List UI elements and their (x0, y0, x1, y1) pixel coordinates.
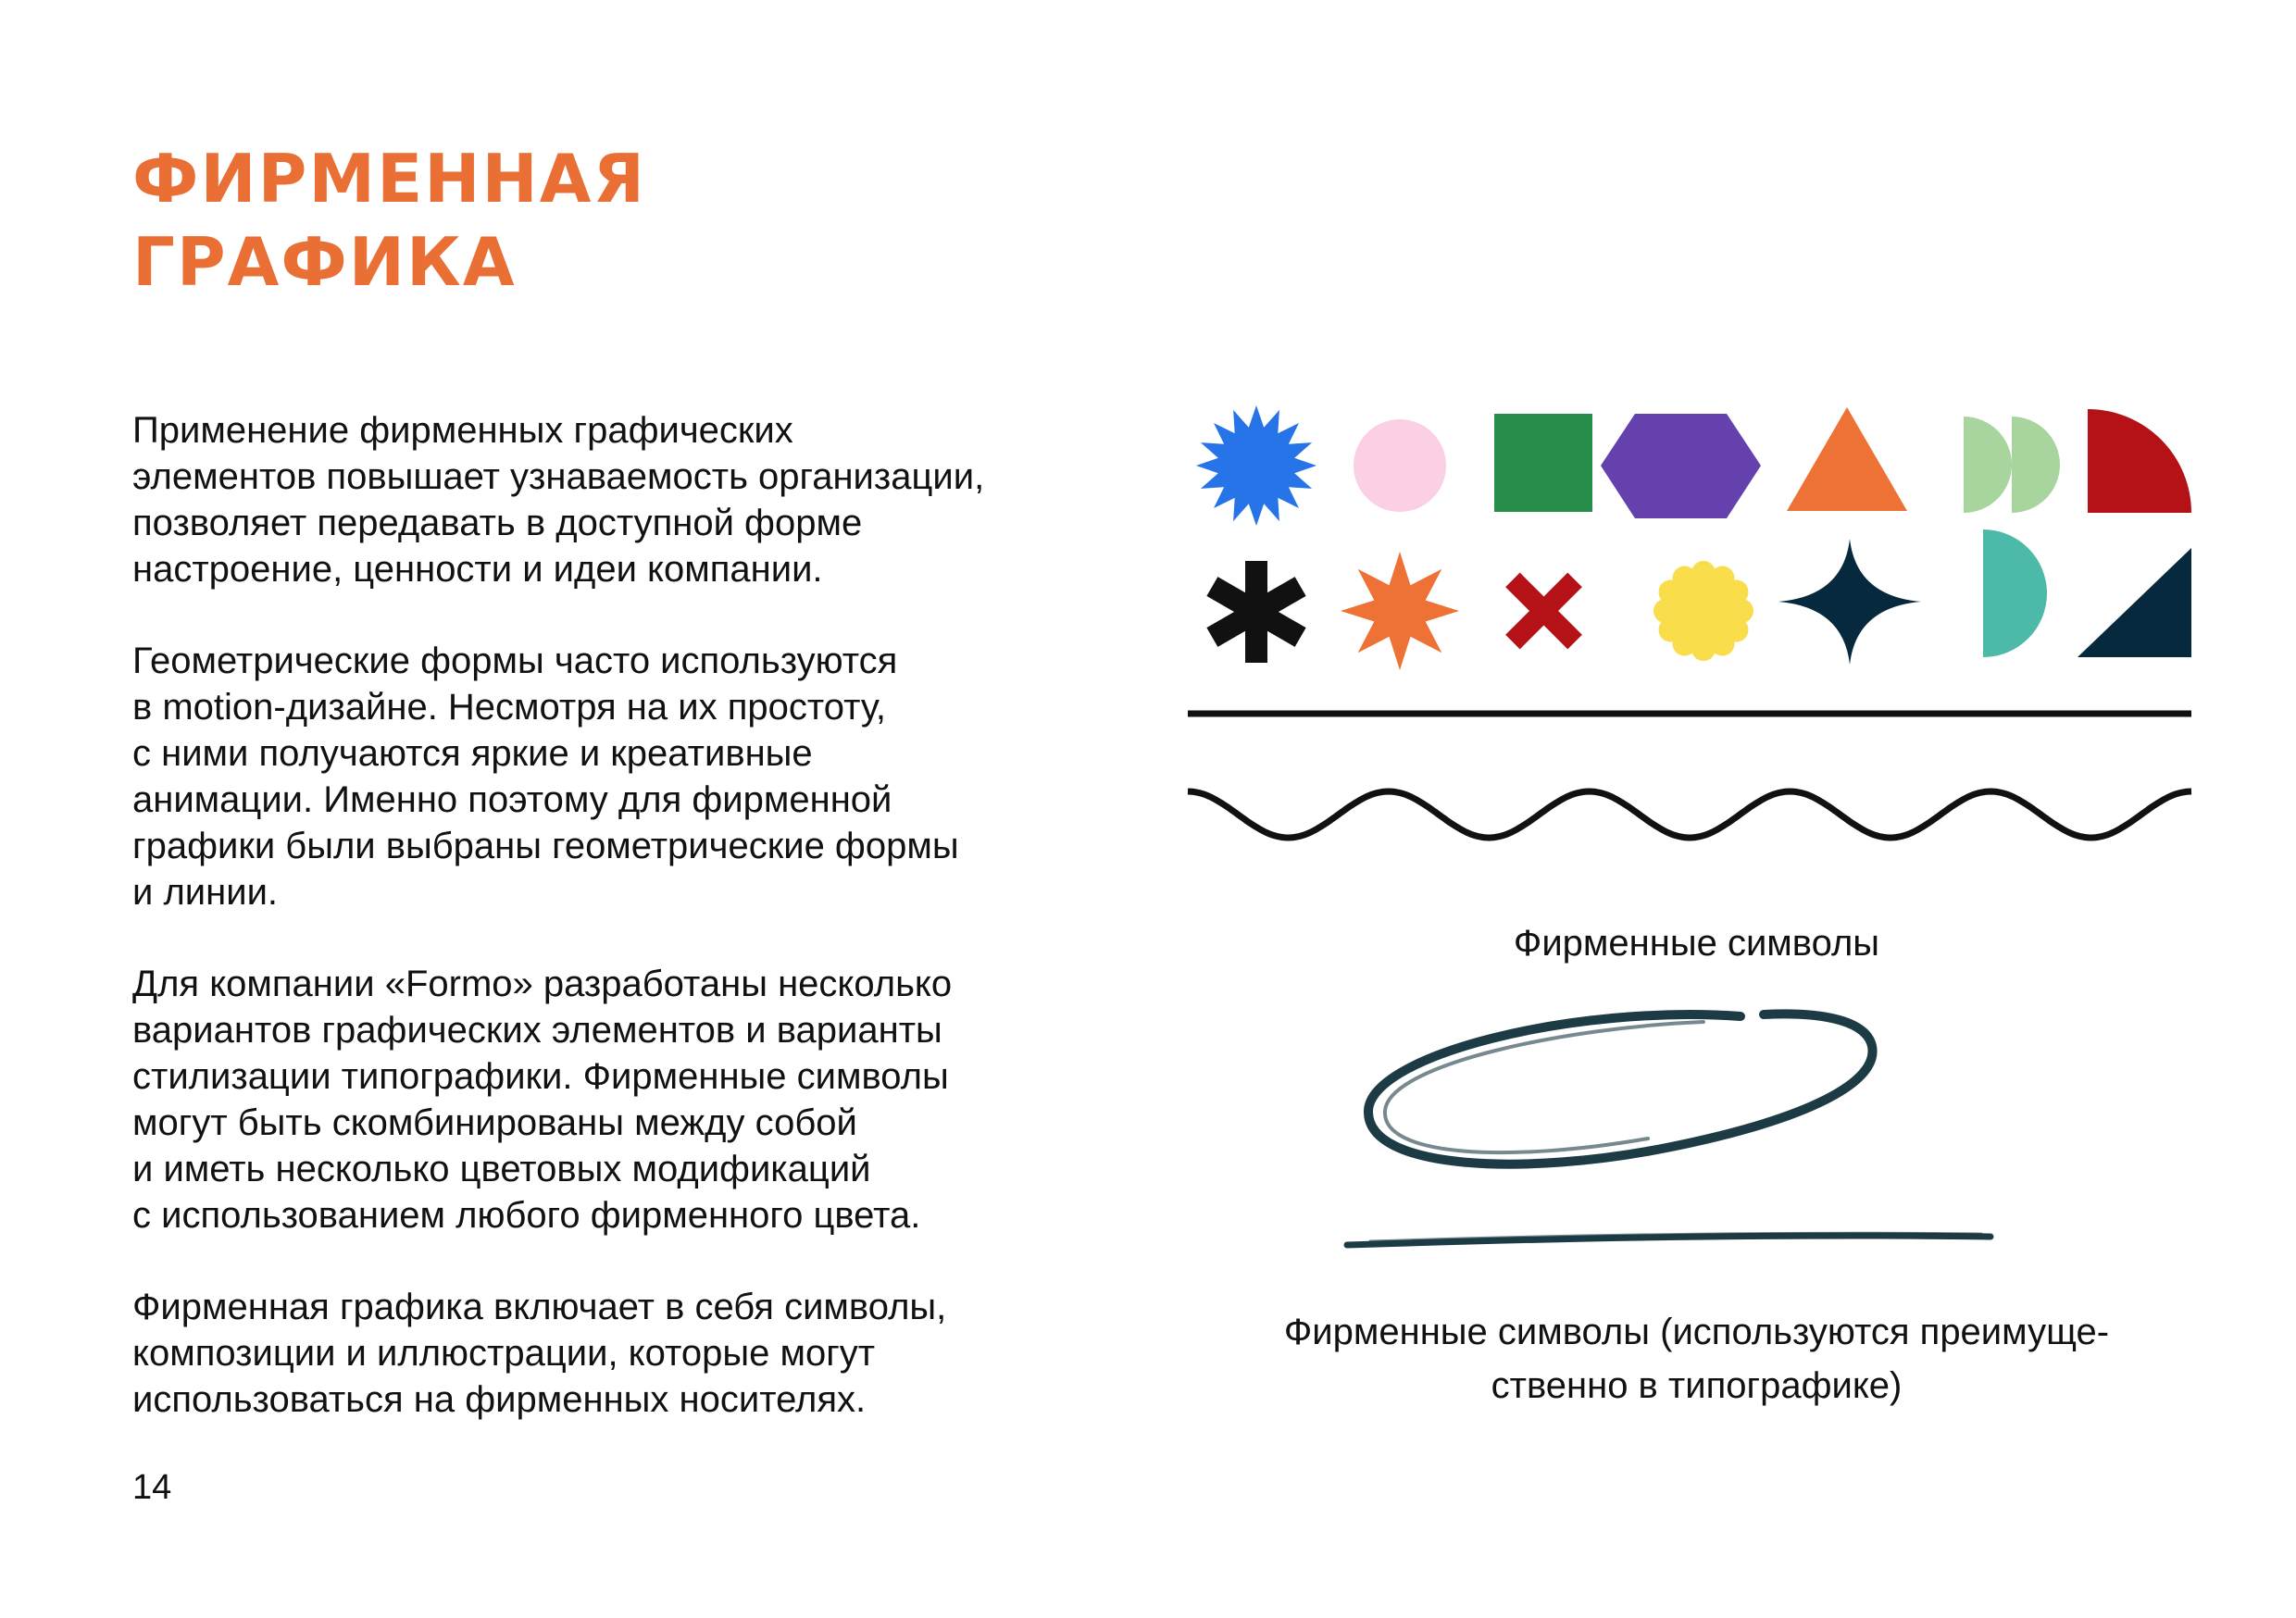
text-line: использоваться на фирменных носителях. (132, 1379, 867, 1420)
blue-starburst-icon (1196, 405, 1316, 526)
text-line: графики были выбраны геометрические формы (132, 826, 959, 866)
caption-line: Фирменные символы (1513, 923, 1880, 964)
text-line: с использованием любого фирменного цвета. (132, 1195, 921, 1236)
navy-four-point-star-icon (1778, 539, 1921, 665)
brush-ellipse-stroke-inner (1385, 1022, 1703, 1152)
page-title-line: ГРАФИКА (132, 223, 517, 301)
text-line: анимации. Именно поэтому для фирменной (132, 779, 892, 820)
text-line: Для компании «Formo» разработаны несколько (132, 964, 953, 1004)
yellow-flower-icon (1653, 561, 1753, 661)
red-quarter-circle-icon (2088, 409, 2191, 513)
text-line: композиции и иллюстрации, которые могут (132, 1333, 876, 1374)
text-line: Геометрические формы часто используются (132, 641, 898, 681)
caption-line: Фирменные символы (используются преимуще- (1283, 1312, 2110, 1352)
brush-underline-icon (1347, 1233, 1990, 1245)
text-line: и иметь несколько цветовых модификаций (132, 1149, 871, 1189)
text-line: Фирменная графика включает в себя символы, (132, 1287, 947, 1327)
navy-right-triangle-icon (2078, 548, 2191, 657)
orange-triangle-icon (1787, 407, 1907, 511)
text-line: вариантов графических элементов и варианты (132, 1010, 942, 1051)
caption-typography-symbols (1176, 1305, 2217, 1413)
teal-half-circle-icon (1983, 529, 2047, 657)
text-line: и линии. (132, 872, 279, 913)
flower-petal (1725, 580, 1749, 604)
black-asterisk-icon (1206, 561, 1305, 663)
half-circle-right (2012, 417, 2060, 513)
green-square-icon (1494, 414, 1592, 512)
page-title-line: ФИРМЕННАЯ (132, 140, 646, 218)
text-line: в motion-дизайне. Несмотря на их простоту, (132, 687, 886, 728)
text-line: позволяет передавать в доступной форме (132, 503, 863, 543)
caption-line: ственно в типографике) (1491, 1365, 1903, 1406)
light-green-double-half-circle-icon (1964, 417, 2060, 513)
page-number: 14 (132, 1468, 172, 1507)
pink-circle-icon (1354, 419, 1446, 512)
text-line: могут быть скомбинированы между собой (132, 1102, 857, 1143)
text-line: Применение фирменных графических (132, 410, 793, 451)
red-cross-icon (1505, 573, 1582, 650)
brush-ellipse-icon (1368, 1014, 1873, 1164)
purple-hexagon-icon (1601, 414, 1761, 518)
text-line: стилизации типографики. Фирменные символы (132, 1056, 949, 1097)
orange-star-icon (1341, 552, 1459, 670)
half-circle-left (1964, 417, 2012, 513)
text-line: настроение, ценности и идеи компании. (132, 549, 823, 590)
text-line: элементов повышает узнаваемость организации, (132, 456, 985, 497)
text-line: с ними получаются яркие и креативные (132, 733, 813, 774)
wave-line (1188, 791, 2191, 838)
caption-brand-symbols (1176, 916, 2217, 970)
